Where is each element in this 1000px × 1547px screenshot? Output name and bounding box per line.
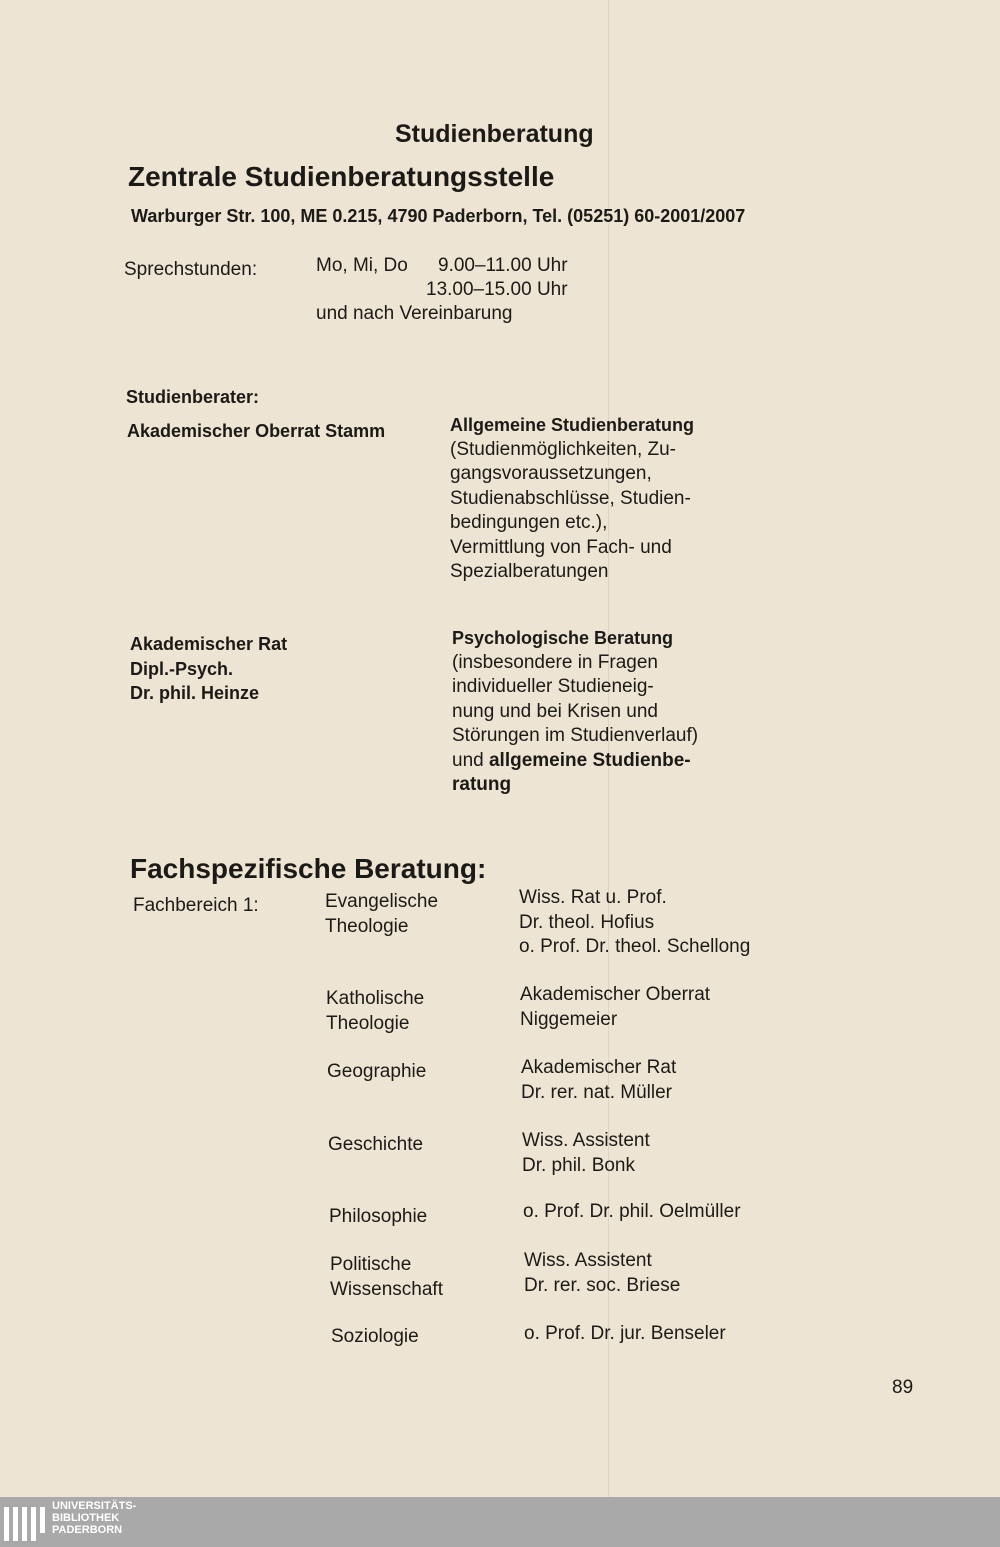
person-line: o. Prof. Dr. jur. Benseler <box>524 1323 726 1344</box>
advisor-1-line: Spezialberatungen <box>450 561 609 582</box>
advisor-1-name: Akademischer Oberrat Stamm <box>127 421 386 441</box>
person-line: Niggemeier <box>520 1008 618 1030</box>
page-title: Studienberatung <box>395 120 594 148</box>
person-cell <box>522 1129 650 1178</box>
hours-label: Sprechstunden: <box>124 259 258 280</box>
person-line: Akademischer Oberrat <box>520 984 711 1005</box>
advisor-1-line: gangsvoraussetzungen, <box>450 463 652 484</box>
person-line: o. Prof. Dr. phil. Oelmüller <box>523 1201 741 1222</box>
advisor-2-name-line: Dipl.-Psych. <box>130 658 234 679</box>
office-title: Zentrale Studienberatungsstelle <box>128 161 555 192</box>
logo-line: PADERBORN <box>52 1524 123 1536</box>
subject-line: Evangelische <box>325 891 439 912</box>
library-logo-icon <box>4 1507 44 1541</box>
advisor-1-line: Studienabschlüsse, Studien- <box>450 487 691 509</box>
logo-line: UNIVERSITÄTS- <box>52 1500 137 1512</box>
person-cell <box>521 1056 676 1105</box>
advisor-1-description <box>450 413 694 585</box>
hours-time-2: 13.00–15.00 Uhr <box>426 279 568 300</box>
subject-line: Geographie <box>327 1061 427 1082</box>
subject-cell <box>328 1133 423 1158</box>
advisor-2-line: nung und bei Krisen und <box>452 700 658 722</box>
logo-line: BIBLIOTHEK <box>52 1512 120 1524</box>
office-address: Warburger Str. 100, ME 0.215, 4790 Paderborn, Tel. (05251) 60-2001/2007 <box>131 206 746 226</box>
library-logo-text <box>52 1500 136 1536</box>
subject-line: Politische <box>330 1254 412 1275</box>
subject-cell <box>325 890 438 939</box>
advisor-2-name-line: Dr. phil. Heinze <box>130 683 260 703</box>
person-line: Dr. theol. Hofius <box>519 911 655 933</box>
person-line: Akademischer Rat <box>521 1057 677 1078</box>
subject-cell <box>330 1253 443 1302</box>
person-line: Dr. rer. nat. Müller <box>521 1081 672 1103</box>
subject-line: Philosophie <box>329 1206 428 1227</box>
subject-line: Soziologie <box>331 1326 419 1347</box>
advisor-2-tail-prefix: und <box>452 749 489 771</box>
advisor-2-name <box>130 632 287 706</box>
person-cell <box>519 886 750 960</box>
hours-note: und nach Vereinbarung <box>316 303 513 324</box>
page-number: 89 <box>892 1377 914 1398</box>
advisor-1-line: Vermittlung von Fach- und <box>450 536 672 558</box>
advisors-heading: Studienberater: <box>126 387 260 407</box>
hours-days: Mo, Mi, Do <box>316 255 408 276</box>
library-footer-bar <box>0 1497 1000 1547</box>
advisor-2-tail-last: ratung <box>452 774 512 795</box>
section-heading: Fachspezifische Beratung: <box>130 853 487 884</box>
advisor-2-name-line: Akademischer Rat <box>130 634 288 654</box>
subject-cell <box>326 987 424 1036</box>
advisor-2-topic: Psychologische Beratung <box>452 628 674 648</box>
subject-cell <box>331 1325 419 1350</box>
hours-time-1: 9.00–11.00 Uhr <box>438 255 568 276</box>
person-line: Wiss. Rat u. Prof. <box>519 887 667 908</box>
advisor-1-topic: Allgemeine Studienberatung <box>450 415 695 435</box>
subject-cell <box>329 1205 427 1230</box>
advisor-2-tail-bold: allgemeine Studienbe- <box>488 749 691 771</box>
person-line: Dr. rer. soc. Briese <box>524 1274 681 1296</box>
person-line: o. Prof. Dr. theol. Schellong <box>519 936 751 957</box>
person-line: Wiss. Assistent <box>524 1250 652 1271</box>
advisor-2-line: (insbesondere in Fragen <box>452 651 658 673</box>
subject-line: Theologie <box>326 1012 410 1034</box>
person-line: Wiss. Assistent <box>522 1130 650 1151</box>
subject-line: Katholische <box>326 988 425 1009</box>
subject-line: Wissenschaft <box>330 1278 443 1300</box>
advisor-1-line: (Studienmöglichkeiten, Zu- <box>450 438 676 460</box>
advisor-2-line: Störungen im Studienverlauf) <box>452 725 699 746</box>
department-label: Fachbereich 1: <box>133 895 259 916</box>
advisor-2-line: individueller Studieneig- <box>452 676 654 697</box>
person-cell <box>524 1322 726 1347</box>
person-cell <box>524 1249 680 1298</box>
subject-cell <box>327 1060 426 1085</box>
advisor-2-line-mixed <box>452 749 698 774</box>
person-line: Dr. phil. Bonk <box>522 1154 635 1176</box>
subject-line: Geschichte <box>328 1134 424 1155</box>
person-cell <box>520 983 710 1032</box>
subject-line: Theologie <box>325 915 409 937</box>
advisor-2-description <box>452 626 698 798</box>
advisor-1-line: bedingungen etc.), <box>450 512 608 533</box>
person-cell <box>523 1200 741 1225</box>
